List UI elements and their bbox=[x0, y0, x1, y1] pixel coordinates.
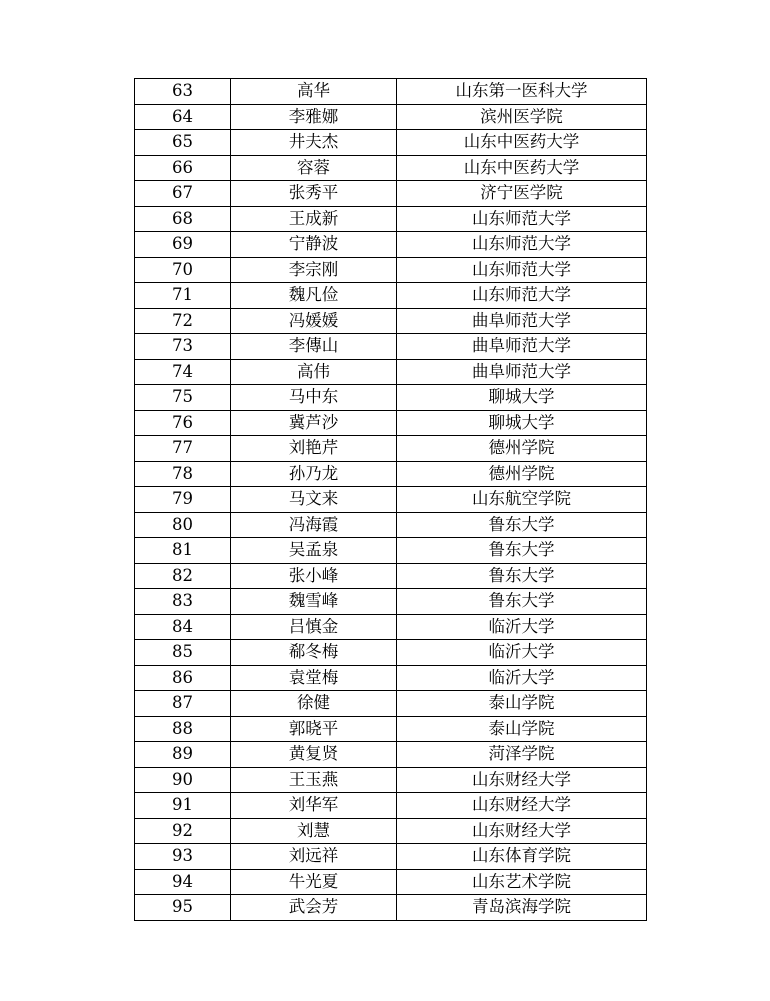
table-row bbox=[135, 487, 647, 513]
institution-name: 山东体育学院 bbox=[397, 844, 647, 870]
person-name: 郭晓平 bbox=[231, 716, 397, 742]
table-row bbox=[135, 308, 647, 334]
person-name: 李雅娜 bbox=[231, 104, 397, 130]
table-row bbox=[135, 716, 647, 742]
row-number: 86 bbox=[135, 665, 231, 691]
table-row bbox=[135, 818, 647, 844]
institution-name: 聊城大学 bbox=[397, 410, 647, 436]
row-number: 80 bbox=[135, 512, 231, 538]
row-number: 78 bbox=[135, 461, 231, 487]
table-row bbox=[135, 742, 647, 768]
row-number: 88 bbox=[135, 716, 231, 742]
table-row bbox=[135, 130, 647, 156]
row-number: 84 bbox=[135, 614, 231, 640]
person-name: 牛光夏 bbox=[231, 869, 397, 895]
person-name: 徐健 bbox=[231, 691, 397, 717]
person-name: 袁堂梅 bbox=[231, 665, 397, 691]
person-name: 李傳山 bbox=[231, 334, 397, 360]
institution-name: 鲁东大学 bbox=[397, 512, 647, 538]
row-number: 83 bbox=[135, 589, 231, 615]
row-number: 64 bbox=[135, 104, 231, 130]
row-number: 87 bbox=[135, 691, 231, 717]
person-name: 高华 bbox=[231, 79, 397, 105]
person-name: 容蓉 bbox=[231, 155, 397, 181]
row-number: 71 bbox=[135, 283, 231, 309]
table-row bbox=[135, 79, 647, 105]
person-name: 马中东 bbox=[231, 385, 397, 411]
person-name: 冯媛媛 bbox=[231, 308, 397, 334]
row-number: 77 bbox=[135, 436, 231, 462]
person-name: 张小峰 bbox=[231, 563, 397, 589]
table-row bbox=[135, 869, 647, 895]
roster-table-body bbox=[135, 79, 647, 921]
table-row bbox=[135, 614, 647, 640]
person-name: 王玉燕 bbox=[231, 767, 397, 793]
table-row bbox=[135, 793, 647, 819]
institution-name: 聊城大学 bbox=[397, 385, 647, 411]
person-name: 宁静波 bbox=[231, 232, 397, 258]
institution-name: 泰山学院 bbox=[397, 716, 647, 742]
person-name: 刘慧 bbox=[231, 818, 397, 844]
institution-name: 山东艺术学院 bbox=[397, 869, 647, 895]
row-number: 67 bbox=[135, 181, 231, 207]
person-name: 刘远祥 bbox=[231, 844, 397, 870]
institution-name: 泰山学院 bbox=[397, 691, 647, 717]
table-row bbox=[135, 461, 647, 487]
person-name: 刘华军 bbox=[231, 793, 397, 819]
institution-name: 曲阜师范大学 bbox=[397, 359, 647, 385]
institution-name: 山东师范大学 bbox=[397, 232, 647, 258]
institution-name: 山东航空学院 bbox=[397, 487, 647, 513]
institution-name: 山东师范大学 bbox=[397, 283, 647, 309]
person-name: 刘艳芹 bbox=[231, 436, 397, 462]
table-row bbox=[135, 665, 647, 691]
institution-name: 曲阜师范大学 bbox=[397, 334, 647, 360]
person-name: 冯海霞 bbox=[231, 512, 397, 538]
table-row bbox=[135, 257, 647, 283]
person-name: 李宗刚 bbox=[231, 257, 397, 283]
person-name: 王成新 bbox=[231, 206, 397, 232]
institution-name: 鲁东大学 bbox=[397, 589, 647, 615]
institution-name: 临沂大学 bbox=[397, 665, 647, 691]
person-name: 黄复贤 bbox=[231, 742, 397, 768]
table-row bbox=[135, 436, 647, 462]
table-row bbox=[135, 206, 647, 232]
institution-name: 滨州医学院 bbox=[397, 104, 647, 130]
institution-name: 临沂大学 bbox=[397, 614, 647, 640]
row-number: 93 bbox=[135, 844, 231, 870]
person-name: 魏凡俭 bbox=[231, 283, 397, 309]
row-number: 70 bbox=[135, 257, 231, 283]
table-row bbox=[135, 385, 647, 411]
row-number: 82 bbox=[135, 563, 231, 589]
institution-name: 山东中医药大学 bbox=[397, 155, 647, 181]
institution-name: 鲁东大学 bbox=[397, 563, 647, 589]
person-name: 魏雪峰 bbox=[231, 589, 397, 615]
person-name: 吕慎金 bbox=[231, 614, 397, 640]
table-row bbox=[135, 563, 647, 589]
institution-name: 山东财经大学 bbox=[397, 767, 647, 793]
table-row bbox=[135, 155, 647, 181]
row-number: 63 bbox=[135, 79, 231, 105]
institution-name: 德州学院 bbox=[397, 461, 647, 487]
institution-name: 山东财经大学 bbox=[397, 818, 647, 844]
table-row bbox=[135, 232, 647, 258]
institution-name: 山东师范大学 bbox=[397, 206, 647, 232]
table-row bbox=[135, 640, 647, 666]
row-number: 90 bbox=[135, 767, 231, 793]
row-number: 91 bbox=[135, 793, 231, 819]
person-name: 冀芦沙 bbox=[231, 410, 397, 436]
row-number: 85 bbox=[135, 640, 231, 666]
institution-name: 德州学院 bbox=[397, 436, 647, 462]
institution-name: 临沂大学 bbox=[397, 640, 647, 666]
person-name: 郗冬梅 bbox=[231, 640, 397, 666]
institution-name: 济宁医学院 bbox=[397, 181, 647, 207]
table-row bbox=[135, 410, 647, 436]
row-number: 66 bbox=[135, 155, 231, 181]
table-row bbox=[135, 334, 647, 360]
institution-name: 鲁东大学 bbox=[397, 538, 647, 564]
institution-name: 青岛滨海学院 bbox=[397, 895, 647, 921]
institution-name: 山东师范大学 bbox=[397, 257, 647, 283]
roster-table bbox=[134, 78, 647, 921]
person-name: 高伟 bbox=[231, 359, 397, 385]
person-name: 张秀平 bbox=[231, 181, 397, 207]
row-number: 79 bbox=[135, 487, 231, 513]
table-row bbox=[135, 538, 647, 564]
institution-name: 山东财经大学 bbox=[397, 793, 647, 819]
row-number: 65 bbox=[135, 130, 231, 156]
table-row bbox=[135, 283, 647, 309]
row-number: 95 bbox=[135, 895, 231, 921]
person-name: 武会芳 bbox=[231, 895, 397, 921]
institution-name: 山东第一医科大学 bbox=[397, 79, 647, 105]
row-number: 74 bbox=[135, 359, 231, 385]
row-number: 75 bbox=[135, 385, 231, 411]
person-name: 吴孟泉 bbox=[231, 538, 397, 564]
table-row bbox=[135, 895, 647, 921]
row-number: 69 bbox=[135, 232, 231, 258]
row-number: 72 bbox=[135, 308, 231, 334]
person-name: 孙乃龙 bbox=[231, 461, 397, 487]
person-name: 井夫杰 bbox=[231, 130, 397, 156]
row-number: 73 bbox=[135, 334, 231, 360]
row-number: 76 bbox=[135, 410, 231, 436]
institution-name: 菏泽学院 bbox=[397, 742, 647, 768]
table-row bbox=[135, 104, 647, 130]
table-row bbox=[135, 181, 647, 207]
institution-name: 山东中医药大学 bbox=[397, 130, 647, 156]
table-row bbox=[135, 691, 647, 717]
row-number: 94 bbox=[135, 869, 231, 895]
row-number: 92 bbox=[135, 818, 231, 844]
row-number: 81 bbox=[135, 538, 231, 564]
table-row bbox=[135, 767, 647, 793]
row-number: 68 bbox=[135, 206, 231, 232]
table-row bbox=[135, 589, 647, 615]
row-number: 89 bbox=[135, 742, 231, 768]
person-name: 马文来 bbox=[231, 487, 397, 513]
table-row bbox=[135, 512, 647, 538]
table-row bbox=[135, 844, 647, 870]
institution-name: 曲阜师范大学 bbox=[397, 308, 647, 334]
table-row bbox=[135, 359, 647, 385]
